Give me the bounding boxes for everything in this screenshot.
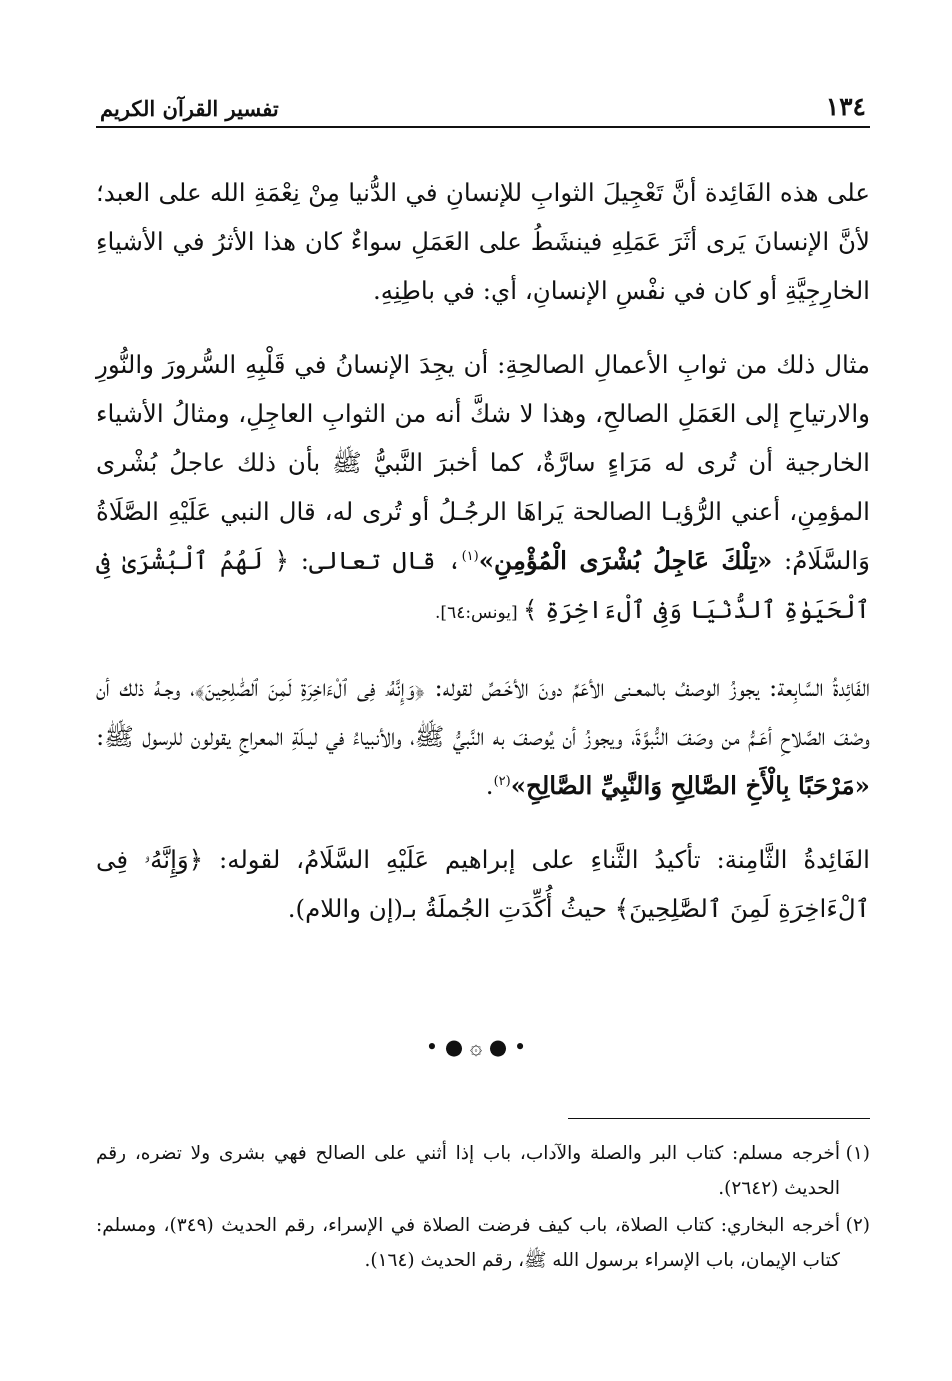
paragraph-3-end: .	[485, 771, 494, 800]
section-ornament: • ● ۞ ● •	[425, 1035, 527, 1059]
body-text	[96, 168, 870, 958]
book-title: تفسير القرآن الكريم	[100, 96, 279, 121]
paragraph-4	[96, 835, 870, 933]
paragraph-2-text-a: مثال ذلك من ثوابِ الأعمالِ الصالحِةِ: أن يجِدَ الإنسانُ في قَلْبِهِ السُّرورَ والنُّورِ والارتياحِ إلى العَمَلِ الصالحِ، وهذا لا شكَّ أنه من الثوابِ العاجِلِ، ومثالُ الأشياء الخارجية أن تُرى له مَرَاءٍ سارَّةٌ، كما أخبرَ النَّبيُّ ﷺ بأن ذلك عاجلُ بُشْرى المؤمِنِ، أعني الرُّؤيـا الصالحة يَراهَا الرجُـلُ أو تُرى له، قال النبي عَلَيْهِ الصَّلَاةُ وَالسَّلَامُ:	[96, 350, 870, 575]
paragraph-3-text-b: ، وجـهُ ذلك أن وصْفَ الصَّلاحِ أعَـمُّ من وصَفَ النُّبوَّةَ، ويجوزُ أن يُوصفَ به النَّبيُّ ﷺ، والأنبياءُ في ليـلَةِ المعراجِ يقولون للرسول ﷺ:	[96, 673, 870, 751]
paragraph-1-text: على هذه الفَائِدة أنَّ تَعْجِيلَ الثوابِ للإنسانِ في الدُّنيا مِنْ نِعْمَةِ الله على العبد؛ لأنَّ الإنسانَ يَرى أثَرَ عَمَلِهِ فينشَطُ على العَمَلِ سواءٌ كان هذا الأثرُ في الأشياءِ الخارِجِيَّةِ أو كان في نفْسِ الإنسانِ، أي: في باطِنِهِ.	[96, 178, 870, 305]
footnotes	[96, 1136, 870, 1280]
footnote-2-number: (٢)	[845, 1215, 870, 1236]
paragraph-4-text-b: حيثُ أُكِّدَتِ الجُملَةُ بـ(إن واللام).	[287, 894, 615, 923]
footnote-1-text: أخرجه مسلم: كتاب البر والصلة والآداب، باب إذا أثني على الصالح فهي بشرى ولا تضره، رقم الحديث (٢٦٤٢).	[96, 1143, 840, 1199]
footnote-2-text: أخرجه البخاري: كتاب الصلاة، باب كيف فرضت الصلاة في الإسراء، رقم الحديث (٣٤٩)، ومسلم: كتاب الإيمان، باب الإسراء برسول الله ﷺ، رقم الحديث (١٦٤).	[96, 1215, 840, 1271]
verse-reference: [يونس:٦٤].	[435, 603, 524, 623]
paragraph-1	[96, 168, 870, 315]
paragraph-2-text-b: ، قال تعالى:	[289, 546, 462, 575]
footnote-divider	[568, 1118, 870, 1119]
paragraph-4-text-a: الفَائِدةُ الثَّامِنة: تأكيدُ الثَّناءِ على إبراهيم عَلَيْهِ السَّلَامُ، لقوله:	[203, 845, 870, 874]
quran-verse-1: ﴿ لَهُمُ ٱلْبُشْرَىٰ فِى ٱلْحَيَوٰةِ ٱلدُّنْيَا وَفِى ٱلْءَاخِرَةِ ﴾	[96, 546, 870, 624]
paragraph-3-text-a: الفَائِدةُ السَّابِعة: يجوزُ الوصفُ بالمعـنى الأعَمِّ دونَ الأخَـصِّ لقوله:	[424, 673, 870, 702]
paragraph-3	[96, 663, 870, 810]
page-header	[96, 92, 870, 128]
footnote-marker-1: (١)	[461, 548, 479, 564]
footnote-2	[96, 1208, 870, 1278]
footnote-1-number: (١)	[845, 1143, 870, 1164]
quran-verse-3: ﴿وَإِنَّهُۥ فِى ٱلْءَاخِرَةِ لَمِنَ ٱلصَّٰلِحِينَ﴾	[96, 845, 870, 923]
paragraph-2	[96, 340, 870, 638]
hadith-quote-2: «مَرْحَبًا بِالْأَخِ الصَّالِحِ وَالنَّبِيِّ الصَّالِحِ»	[510, 771, 870, 800]
hadith-quote-1: «تِلْكَ عَاجِلُ بُشْرَى الْمُؤْمِنِ»	[478, 546, 773, 575]
page-number: ١٣٤	[825, 92, 866, 121]
quran-verse-2: ﴿وَإِنَّهُۥ فِى ٱلْءَاخِرَةِ لَمِنَ ٱلصَّٰلِحِينَ﴾	[194, 673, 425, 702]
footnote-1	[96, 1136, 870, 1206]
footnote-marker-2: (٢)	[493, 773, 511, 789]
